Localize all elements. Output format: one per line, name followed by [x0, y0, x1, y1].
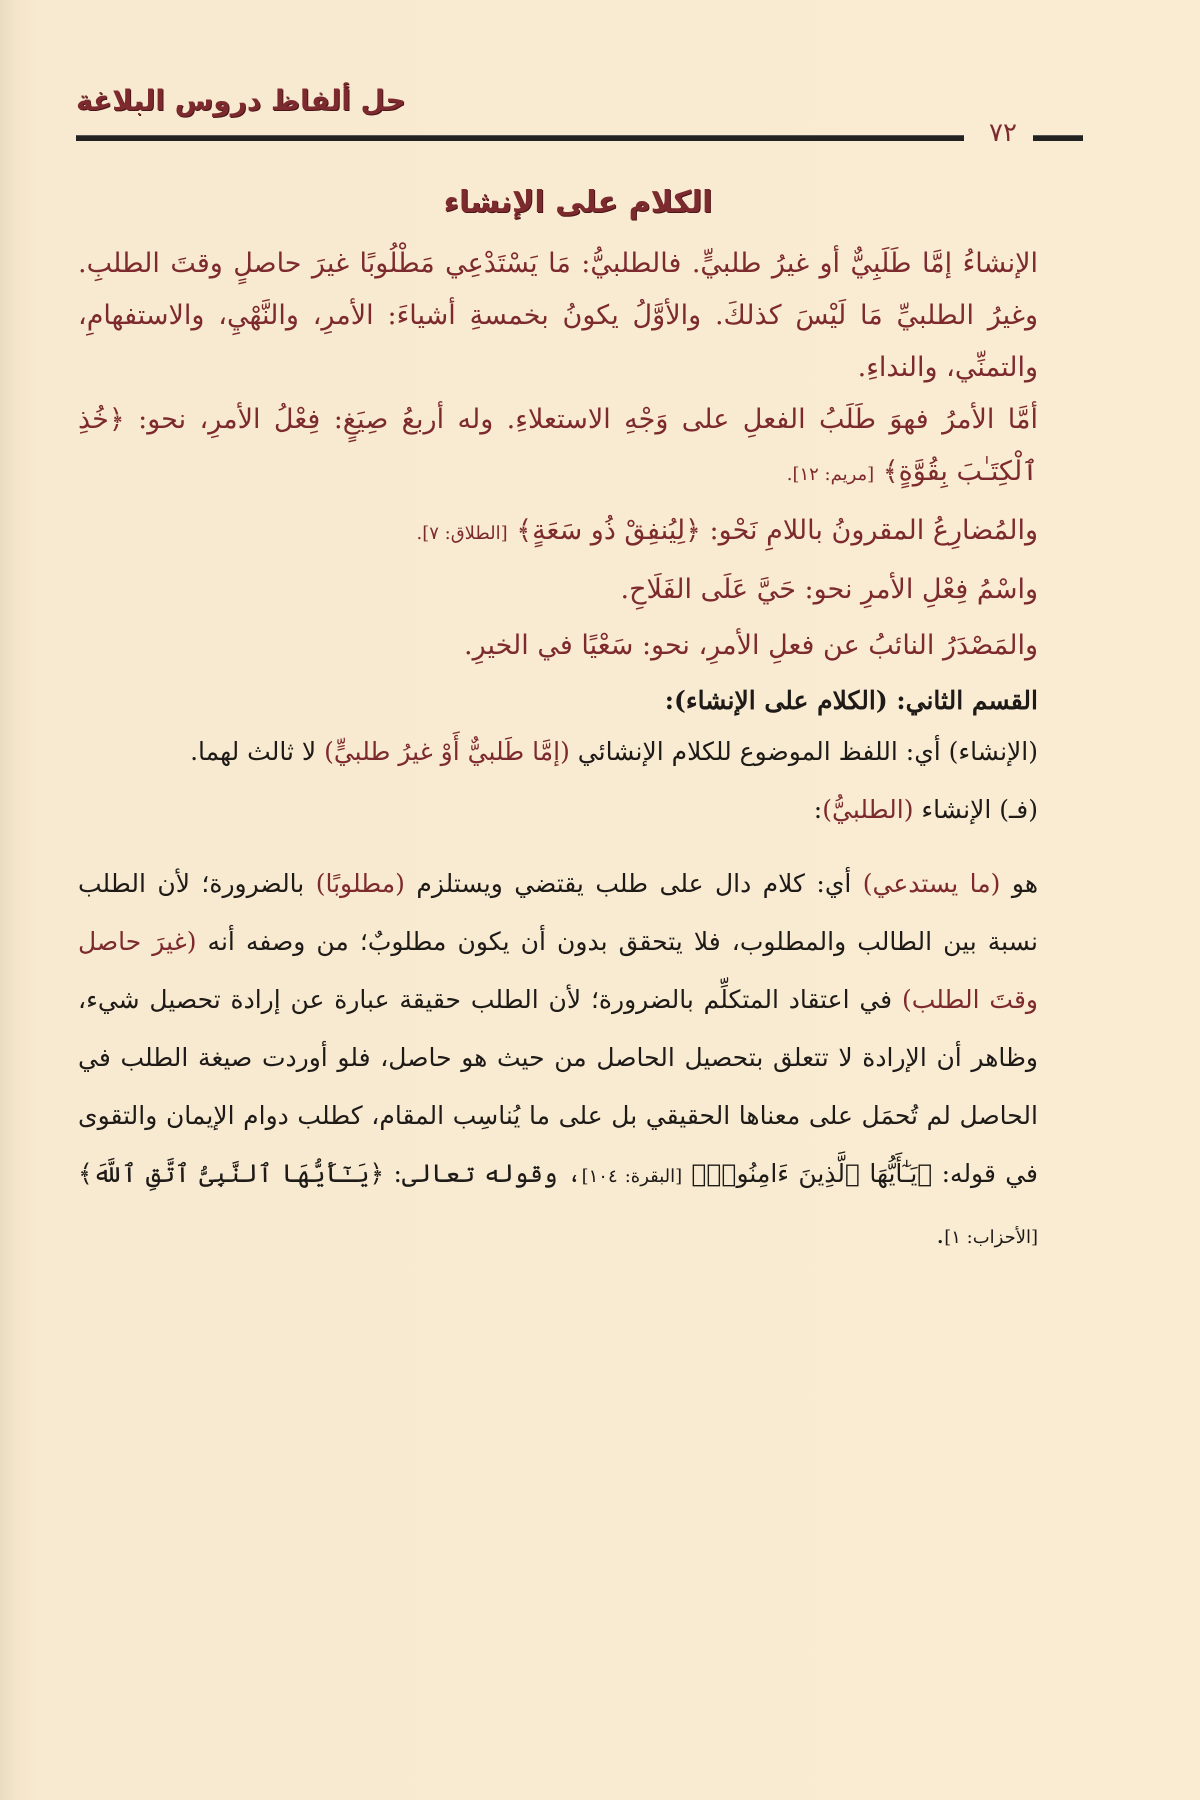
commentary-text: (الإنشاء) أي: اللفظ الموضوع للكلام الإنشائي: [569, 737, 1038, 766]
verse-reference: [الأحزاب: ١]: [944, 1227, 1038, 1248]
page-number: ٧٢: [989, 118, 1017, 148]
commentary-text: :: [813, 795, 823, 824]
matn-paragraph-1: الإنشاءُ إمَّا طَلَبِيٌّ أو غيرُ طلبيٍّ. فالطلبيُّ: مَا يَسْتَدْعِي مَطْلُوبًا غيرَ حاصلٍ وقتَ الطلبِ. وغيرُ الطلبيِّ مَا لَيْسَ كذلكَ. والأوَّلُ يكونُ بخمسةِ أشياءَ: الأمرِ، والنَّهْيِ، والاستفهامِ، والتمنِّي، والنداءِ.: [78, 248, 1038, 383]
commentary-text: ، وقوله تعالى: ﴿يَـٰٓأَيُّهَا ٱلنَّبِىُّ ٱتَّقِ ٱللَّهَ﴾: [78, 1159, 582, 1188]
commentary-paragraph-1: [78, 723, 1038, 781]
commentary-paragraph-3: [78, 855, 1038, 1267]
matn-paragraph-5: والمَصْدَرُ النائبُ عن فعلِ الأمرِ، نحو: سَعْيًا في الخيرِ.: [463, 630, 1038, 661]
verse-reference: [مريم: ١٢].: [786, 464, 875, 485]
spacer: [78, 839, 1038, 855]
quoted-matn: (الطلبيُّ): [822, 795, 914, 824]
header-rule-short: [1033, 135, 1083, 141]
matn-text: أمَّا الأمرُ فهوَ طَلَبُ الفعلِ على وَجْهِ الاستعلاءِ. وله أربعُ صِيَغٍ: فِعْلُ الأمرِ، نحو: ﴿خُذِ ٱلْكِتَـٰبَ بِقُوَّةٍ﴾: [78, 404, 1038, 487]
page-content: [78, 185, 1038, 1267]
commentary-text: (فـ) الإنشاء: [913, 795, 1038, 824]
section-title: الكلام على الإنشاء: [443, 185, 713, 220]
quoted-matn: (غيرَ حاصل وقتَ الطلب): [78, 927, 1038, 1014]
commentary-text: في اعتقاد المتكلِّم بالضرورة؛ لأن الطلب حقيقة عبارة عن إرادة تحصيل شيء، وظاهر أن الإرادة لا تتعلق بتحصيل الحاصل من حيث هو حاصل، فلو أوردت صيغة الطلب في الحاصل لم تُحمَل على معناها الحقيقي بل على ما يُناسِب المقام، كطلب دوام الإيمان والتقوى في قوله: ﴿يَـٰٓأَيُّهَا ٱلَّذِينَ ءَامِنُوا۟﴾: [78, 985, 1039, 1188]
running-title: حل ألفاظ دروس البلاغة: [76, 84, 406, 117]
commentary-text: لا ثالث لهما.: [190, 737, 325, 766]
matn-text: والمُضارِعُ المقرونُ باللامِ نَحْو: ﴿لِيُنفِقْ ذُو سَعَةٍ﴾: [516, 515, 1038, 546]
commentary-text: بالضرورة؛ لأن الطلب نسبة بين الطالب والمطلوب، فلا يتحقق بدون أن يكون مطلوبٌ؛ من وصفه أنه: [78, 869, 1038, 956]
commentary-text: أي: كلام دال على طلب يقتضي ويستلزم: [404, 869, 863, 898]
matn-paragraph-3: [78, 505, 1038, 560]
matn-paragraph-2: [78, 394, 1038, 501]
verse-reference: [البقرة: ١٠٤]: [581, 1166, 683, 1187]
commentary-paragraph-2: [78, 781, 1038, 839]
matn-paragraph-4: واسْمُ فِعْلِ الأمرِ نحو: حَيَّ عَلَى الفَلَاحِ.: [620, 574, 1038, 605]
quoted-matn: (ما يستدعي): [862, 869, 1001, 898]
quoted-matn: (إمَّا طَلبيٌّ أَوْ غيرُ طلبيٍّ): [324, 737, 570, 766]
commentary-text: .: [936, 1220, 945, 1249]
verse-reference: [الطلاق: ٧].: [416, 523, 508, 544]
commentary-text: هو: [1000, 869, 1038, 898]
commentary-heading: القسم الثاني: (الكلام على الإنشاء):: [664, 686, 1038, 715]
quoted-matn: (مطلوبًا): [315, 869, 405, 898]
header-rule-long: [76, 135, 964, 141]
